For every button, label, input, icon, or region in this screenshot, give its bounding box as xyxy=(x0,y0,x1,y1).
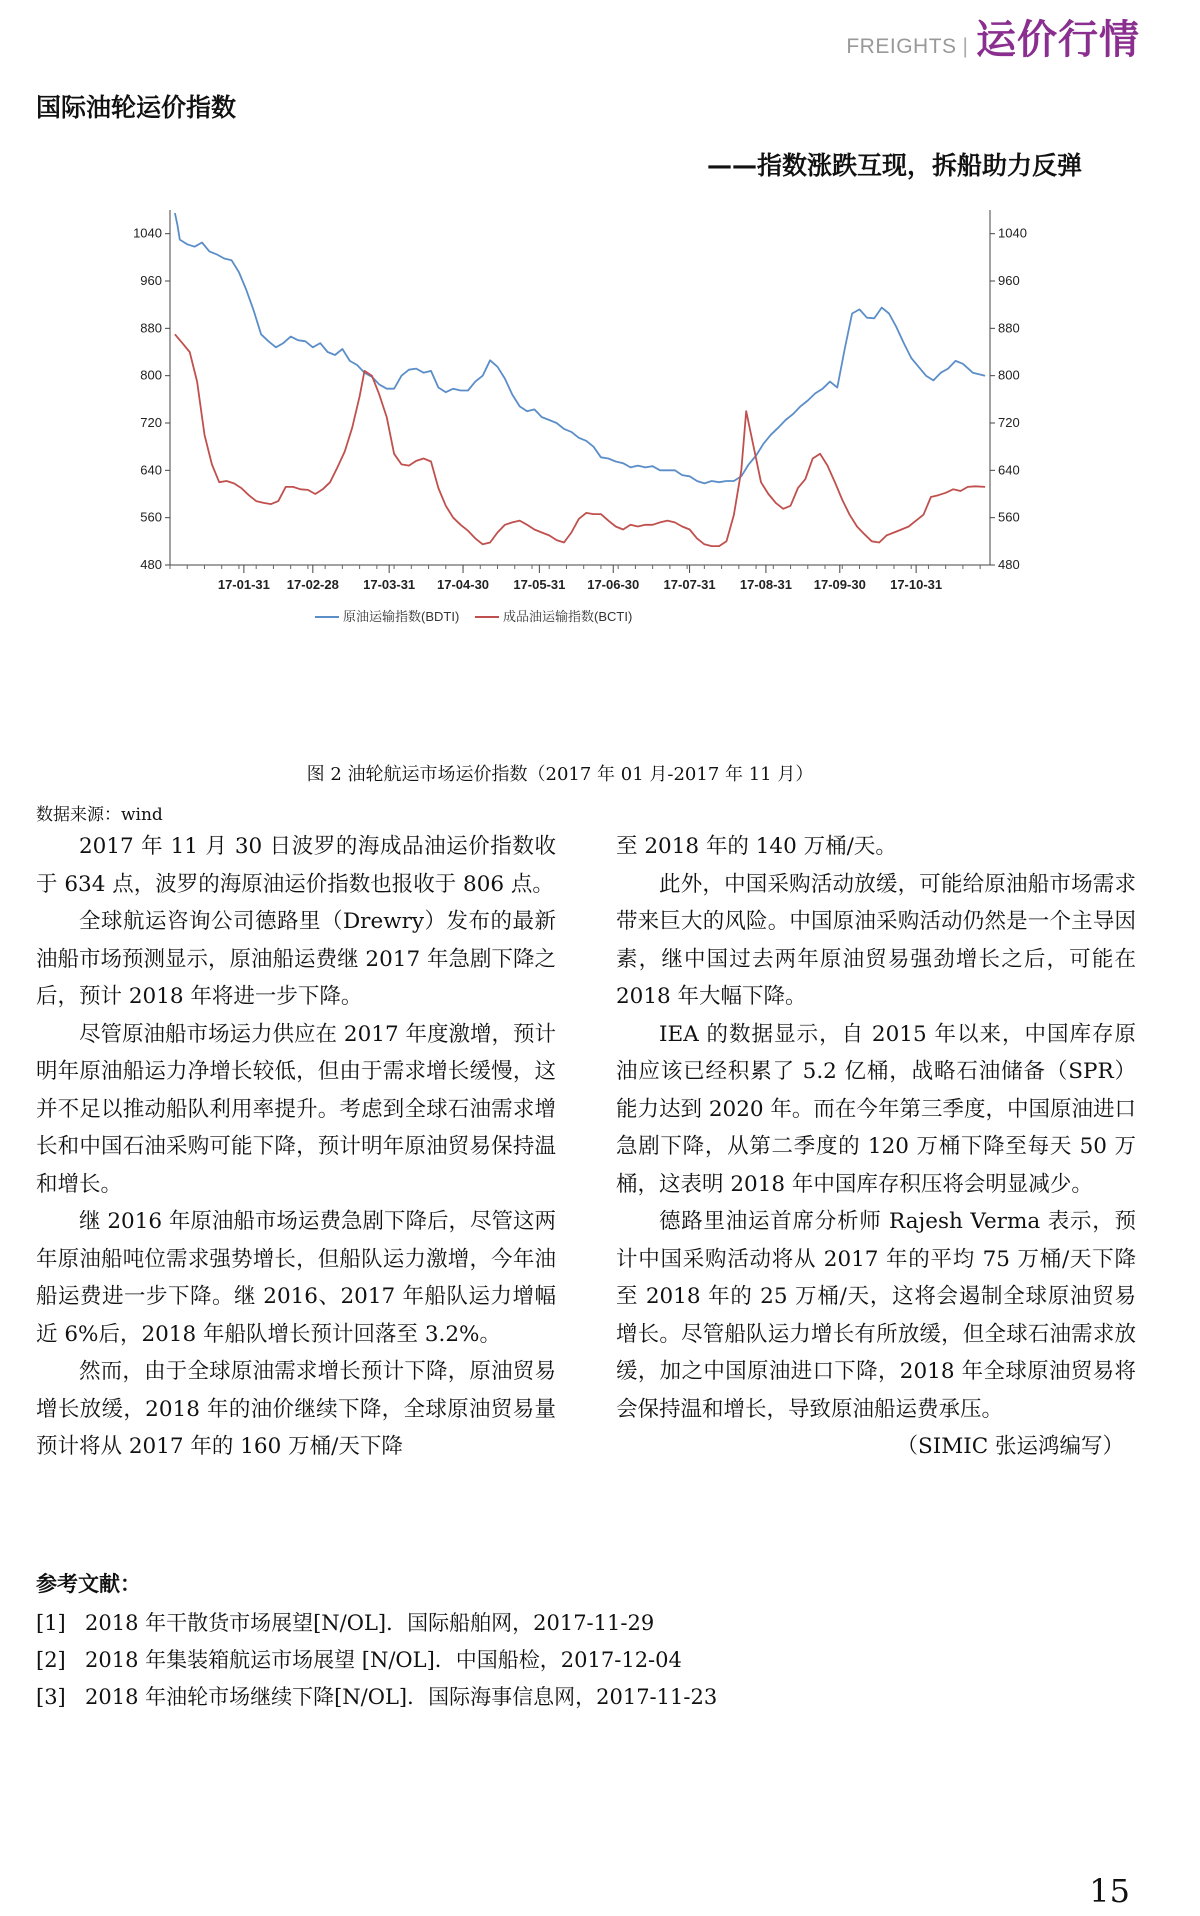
paragraph: 2017 年 11 月 30 日波罗的海成品油运价指数收于 634 点，波罗的海原油运价指数也报收于 806 点。 xyxy=(36,834,556,897)
y-tick-label-left: 960 xyxy=(140,273,162,288)
y-tick-label-right: 560 xyxy=(998,509,1020,525)
references-list xyxy=(36,1605,1086,1716)
article-title: 国际油轮运价指数 xyxy=(36,93,237,122)
series-line-bcti xyxy=(175,334,985,546)
right-column xyxy=(616,828,1136,1548)
y-tick-label-left: 640 xyxy=(140,462,162,478)
legend-label: 原油运输指数(BDTI) xyxy=(343,609,460,624)
figure-caption: 图 2 油轮航运市场运价指数（2017 年 01 月-2017 年 11 月） xyxy=(306,764,814,785)
y-tick-label-right: 800 xyxy=(998,367,1020,383)
paragraph: 全球航运咨询公司德路里（Drewry）发布的最新油船市场预测显示，原油船运费继 2017 年急剧下降之后，预计 2018 年将进一步下降。 xyxy=(36,909,556,1009)
page-number: 15 xyxy=(1089,1872,1130,1910)
y-tick-label-right: 480 xyxy=(998,557,1020,572)
x-tick-label: 17-05-31 xyxy=(513,577,566,592)
x-tick-label: 17-01-31 xyxy=(217,577,270,592)
y-tick-label-right: 960 xyxy=(998,273,1020,288)
x-tick-label: 17-02-28 xyxy=(286,577,339,592)
series-line-bdti xyxy=(175,213,985,483)
y-tick-label-left: 1040 xyxy=(133,225,162,241)
x-tick-label: 17-04-30 xyxy=(437,577,490,592)
page-header xyxy=(846,8,1140,65)
reference-text: 2018 年干散货市场展望[N/OL]．国际船舶网，2017-11-29 xyxy=(85,1611,655,1635)
figure-source: 数据来源：wind xyxy=(36,805,163,825)
paragraph: 此外，中国采购活动放缓，可能给原油船市场需求带来巨大的风险。中国原油采购活动仍然是一个主导因素，继中国过去两年原油贸易强劲增长之后，可能在 2018 年大幅下降。 xyxy=(616,871,1136,1009)
paragraph: IEA 的数据显示，自 2015 年以来，中国库存原油应该已经积累了 5.2 亿桶，战略石油储备（SPR）能力达到 2020 年。而在今年第三季度，中国原油进口急剧下降，从第二季度的 120 万桶下降至每天 50 万桶，这表明 2018 年中国库存积压将会明显减少。 xyxy=(616,1021,1136,1197)
paragraph: 德路里油运首席分析师 Rajesh Verma 表示，预计中国采购活动将从 2017 年的平均 75 万桶/天下降至 2018 年的 25 万桶/天，这将会遏制全球原油贸易增长。尽管船队运力增长有所放缓，但全球石油需求放缓，加之中国原油进口下降，2018 年全球原油贸易将会保持温和增长，导致原油船运费承压。 xyxy=(616,1209,1136,1422)
section-separator: | xyxy=(962,35,968,58)
reference-number: [3] xyxy=(36,1685,66,1709)
y-tick-label-right: 880 xyxy=(998,320,1020,336)
paragraph: 然而，由于全球原油需求增长预计下降，原油贸易增长放缓，2018 年的油价继续下降，全球原油贸易量预计将从 2017 年的 160 万桶/天下降 xyxy=(36,1359,556,1459)
article-subtitle: ——指数涨跌互现，拆船助力反弹 xyxy=(706,151,1082,180)
left-column xyxy=(36,828,556,1548)
y-tick-label-left: 880 xyxy=(140,320,162,336)
section-label-en: FREIGHTS xyxy=(846,35,957,58)
y-tick-label-left: 720 xyxy=(140,415,162,430)
reference-number: [2] xyxy=(36,1648,66,1672)
y-tick-label-left: 480 xyxy=(140,557,162,572)
tanker-freight-index-chart xyxy=(110,210,1070,770)
section-label-cn: 运价行情 xyxy=(976,17,1140,63)
author-signature: （SIMIC 张运鸿编写） xyxy=(896,1434,1124,1459)
y-tick-label-left: 560 xyxy=(140,509,162,525)
x-tick-label: 17-09-30 xyxy=(813,577,866,592)
paragraph: 继 2016 年原油船市场运费急剧下降后，尽管这两年原油船吨位需求强势增长，但船队运力激增，今年油船运费进一步下降。继 2016、2017 年船队运力增幅近 6%后，2018 年船队增长预计回落至 3.2%。 xyxy=(36,1209,556,1347)
legend-label: 成品油运输指数(BCTI) xyxy=(503,609,633,624)
paragraph-continuation: 至 2018 年的 140 万桶/天。 xyxy=(616,834,897,859)
reference-number: [1] xyxy=(36,1611,66,1635)
x-tick-label: 17-08-31 xyxy=(739,577,792,592)
paragraph: 尽管原油船市场运力供应在 2017 年度激增，预计明年原油船运力净增长较低，但由于需求增长缓慢，这并不足以推动船队利用率提升。考虑到全球石油需求增长和中国石油采购可能下降，预计明年原油贸易保持温和增长。 xyxy=(36,1021,556,1197)
y-tick-label-right: 720 xyxy=(998,415,1020,430)
reference-text: 2018 年油轮市场继续下降[N/OL]．国际海事信息网，2017-11-23 xyxy=(85,1685,718,1709)
references-title: 参考文献： xyxy=(36,1572,141,1596)
reference-item xyxy=(36,1679,1086,1716)
y-tick-label-right: 640 xyxy=(998,462,1020,478)
x-tick-label: 17-03-31 xyxy=(363,577,416,592)
x-tick-label: 17-06-30 xyxy=(587,577,640,592)
y-tick-label-left: 800 xyxy=(140,367,162,383)
x-tick-label: 17-07-31 xyxy=(663,577,716,592)
reference-text: 2018 年集装箱航运市场展望 [N/OL]．中国船检，2017-12-04 xyxy=(85,1648,682,1672)
reference-item xyxy=(36,1605,1086,1642)
x-tick-label: 17-10-31 xyxy=(890,577,943,592)
reference-item xyxy=(36,1642,1086,1679)
y-tick-label-right: 1040 xyxy=(998,225,1027,241)
article-body xyxy=(36,828,1136,1548)
